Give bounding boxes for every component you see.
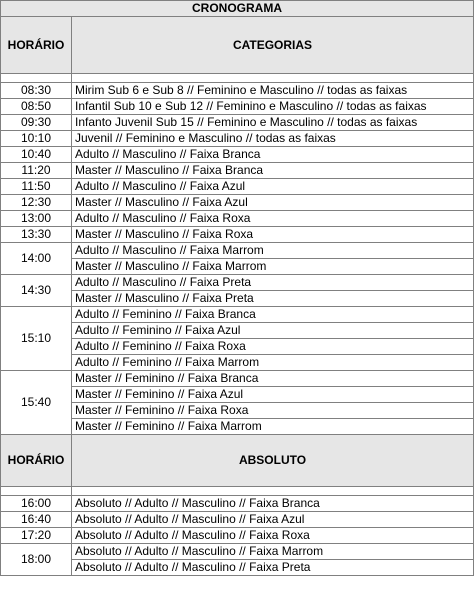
time-cell: 10:40: [1, 147, 72, 163]
schedule-row: [1, 371, 474, 387]
schedule-row: [1, 339, 474, 355]
categories-column-header: CATEGORIAS: [72, 17, 474, 74]
time-cell: 11:50: [1, 179, 72, 195]
schedule-table-body: [1, 1, 474, 576]
schedule-row: [1, 323, 474, 339]
category-cell: Absoluto // Adulto // Masculino // Faixa Roxa: [72, 528, 474, 544]
schedule-row: [1, 544, 474, 560]
schedule-row: [1, 560, 474, 576]
category-cell: Adulto // Feminino // Faixa Roxa: [72, 339, 474, 355]
schedule-row: [1, 179, 474, 195]
category-cell: Master // Feminino // Faixa Roxa: [72, 403, 474, 419]
category-cell: Adulto // Feminino // Faixa Marrom: [72, 355, 474, 371]
category-cell: Infanto Juvenil Sub 15 // Feminino e Masculino // todas as faixas: [72, 115, 474, 131]
category-cell: Master // Masculino // Faixa Azul: [72, 195, 474, 211]
schedule-row: [1, 211, 474, 227]
time-cell: 08:50: [1, 99, 72, 115]
time-cell: 11:20: [1, 163, 72, 179]
schedule-row: [1, 259, 474, 275]
schedule-row: [1, 131, 474, 147]
category-cell: Master // Masculino // Faixa Branca: [72, 163, 474, 179]
schedule-row: [1, 403, 474, 419]
category-cell: Juvenil // Feminino e Masculino // todas as faixas: [72, 131, 474, 147]
time-cell: 15:10: [1, 307, 72, 371]
schedule-row: [1, 163, 474, 179]
category-cell: Mirim Sub 6 e Sub 8 // Feminino e Masculino // todas as faixas: [72, 83, 474, 99]
schedule-row: [1, 115, 474, 131]
schedule-row: [1, 195, 474, 211]
time-cell: 17:20: [1, 528, 72, 544]
time-cell: 14:30: [1, 275, 72, 307]
schedule-row: [1, 275, 474, 291]
category-cell: Master // Masculino // Faixa Roxa: [72, 227, 474, 243]
category-cell: Adulto // Feminino // Faixa Azul: [72, 323, 474, 339]
schedule-row: [1, 528, 474, 544]
category-cell: Absoluto // Adulto // Masculino // Faixa Azul: [72, 512, 474, 528]
category-cell: Infantil Sub 10 e Sub 12 // Feminino e Masculino // todas as faixas: [72, 99, 474, 115]
schedule-row: [1, 387, 474, 403]
schedule-row: [1, 147, 474, 163]
category-cell: Master // Feminino // Faixa Branca: [72, 371, 474, 387]
category-cell: Absoluto // Adulto // Masculino // Faixa Branca: [72, 496, 474, 512]
category-cell: Master // Masculino // Faixa Preta: [72, 291, 474, 307]
schedule-row: [1, 243, 474, 259]
schedule-row: [1, 419, 474, 435]
time-cell: 16:40: [1, 512, 72, 528]
spacer-row: [1, 487, 474, 496]
schedule-row: [1, 307, 474, 323]
time-column-header-2: HORÁRIO: [1, 435, 72, 487]
absolute-column-header: ABSOLUTO: [72, 435, 474, 487]
category-cell: Adulto // Feminino // Faixa Branca: [72, 307, 474, 323]
time-column-header: HORÁRIO: [1, 17, 72, 74]
header-row-categories: [1, 17, 474, 74]
schedule-row: [1, 512, 474, 528]
schedule-title: CRONOGRAMA: [1, 1, 474, 17]
time-cell: 10:10: [1, 131, 72, 147]
category-cell: Adulto // Masculino // Faixa Azul: [72, 179, 474, 195]
title-row: [1, 1, 474, 17]
schedule-row: [1, 355, 474, 371]
time-cell: 13:30: [1, 227, 72, 243]
category-cell: Absoluto // Adulto // Masculino // Faixa Preta: [72, 560, 474, 576]
spacer-row: [1, 74, 474, 83]
time-cell: 18:00: [1, 544, 72, 576]
time-cell: 14:00: [1, 243, 72, 275]
category-cell: Absoluto // Adulto // Masculino // Faixa Marrom: [72, 544, 474, 560]
category-cell: Adulto // Masculino // Faixa Branca: [72, 147, 474, 163]
category-cell: Adulto // Masculino // Faixa Marrom: [72, 243, 474, 259]
time-cell: 12:30: [1, 195, 72, 211]
schedule-row: [1, 227, 474, 243]
category-cell: Master // Feminino // Faixa Azul: [72, 387, 474, 403]
category-cell: Adulto // Masculino // Faixa Roxa: [72, 211, 474, 227]
time-cell: 15:40: [1, 371, 72, 435]
schedule-row: [1, 496, 474, 512]
time-cell: 13:00: [1, 211, 72, 227]
time-cell: 09:30: [1, 115, 72, 131]
category-cell: Master // Masculino // Faixa Marrom: [72, 259, 474, 275]
time-cell: 16:00: [1, 496, 72, 512]
schedule-row: [1, 83, 474, 99]
schedule-row: [1, 291, 474, 307]
category-cell: Master // Feminino // Faixa Marrom: [72, 419, 474, 435]
category-cell: Adulto // Masculino // Faixa Preta: [72, 275, 474, 291]
header-row-absolute: [1, 435, 474, 487]
time-cell: 08:30: [1, 83, 72, 99]
schedule-row: [1, 99, 474, 115]
